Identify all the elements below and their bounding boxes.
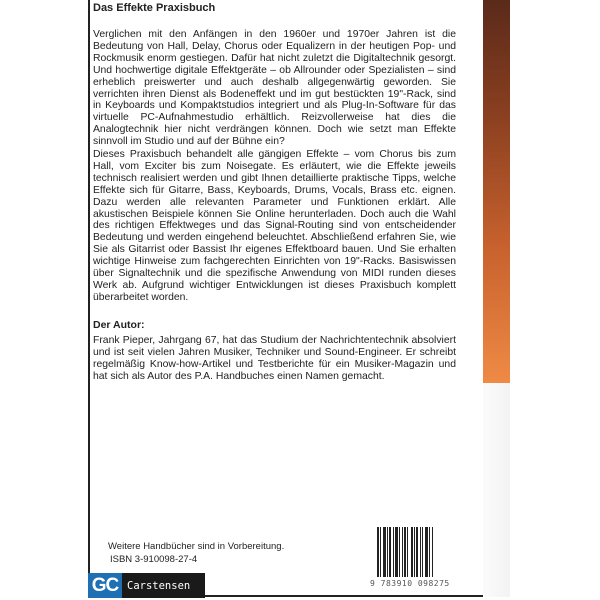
more-books-note: Weitere Handbücher sind in Vorbereitung. bbox=[108, 541, 285, 552]
book-title: Das Effekte Praxisbuch bbox=[93, 2, 216, 14]
publisher-name: Carstensen bbox=[127, 579, 191, 592]
publisher-logo-mark: GC bbox=[88, 573, 122, 598]
isbn: ISBN 3-910098-27-4 bbox=[110, 554, 198, 565]
barcode-bar bbox=[433, 527, 434, 577]
description-paragraph-2: Dieses Praxisbuch behandelt alle gängigen Effekte – vom Chorus bis zum Hall, vom Exciter bis zum Noisegate. Es erläutert, wie die Effekte jeweils technisch realisiert werden und gibt Ihnen detaillierte praktische Tipps, welche Effekte sich für Gitarre, Bass, Keyboards, Drums, Vocals, Brass etc. eignen. Dazu werden alle relevanten Parameter und Funktionen erklärt. Alle akustischen Beispiele können Sie Online herunterladen. Doch auch die Wahl des richtigen Effektweges und das Signal-Routing sind von entscheidender Bedeutung und werden eingehend beleuchtet. Abschließend erfahren Sie, wie Sie als Gitarrist oder Bassist Ihr eigenes Effektboard bauen. Und Sie erhalten wichtige Hinweise zum fachgerechten Einrichten von 19"-Racks. Basiswissen über Signaltechnik und die spezifische Anwendung von MIDI runden dieses Werk ab. Aufgrund wichtiger Entwicklungen ist dieses Praxisbuch komplett überarbeitet worden. bbox=[93, 149, 456, 303]
barcode bbox=[377, 527, 453, 577]
author-heading: Der Autor: bbox=[93, 319, 145, 331]
spine-strip-lower bbox=[483, 383, 510, 597]
publisher-logo bbox=[88, 573, 205, 598]
orange-spine-strip bbox=[483, 0, 510, 383]
author-bio: Frank Pieper, Jahrgang 67, hat das Studium der Nachrichtentechnik absolviert und ist seit vielen Jahren Musiker, Techniker und Sound-Engineer. Er schreibt regelmäßig Know-how-Artikel und Testberichte für ein Musiker-Magazin und hat sich als Autor des P.A. Handbuches einen Namen gemacht. bbox=[93, 335, 456, 382]
barcode-number: 9 783910 098275 bbox=[370, 579, 450, 588]
description-paragraph-1: Verglichen mit den Anfängen in den 1960er und 1970er Jahren ist die Bedeutung von Hall, Delay, Chorus oder Equalizern in der heutigen Pop- und Rockmusik enorm gestiegen. Dafür hat nicht zuletzt die Digitaltechnik gesorgt. Und hochwertige digitale Effektgeräte – ob Allrounder oder Spezialisten – sind erheblich preiswerter und auch deshalb allgegenwärtig geworden. Sie verrichten ihren Dienst als Bodeneffekt und im gut bestückten 19"-Rack, sind in Keyboards und Kompaktstudios integriert und als Plug-In-Software für das virtuelle PC-Aufnahmestudio erhältlich. Reizvollerweise hat dies die Analogtechnik hier nicht verdrängen können. Doch wie setzt man Effekte sinnvoll im Studio und auf der Bühne ein? bbox=[93, 29, 456, 148]
